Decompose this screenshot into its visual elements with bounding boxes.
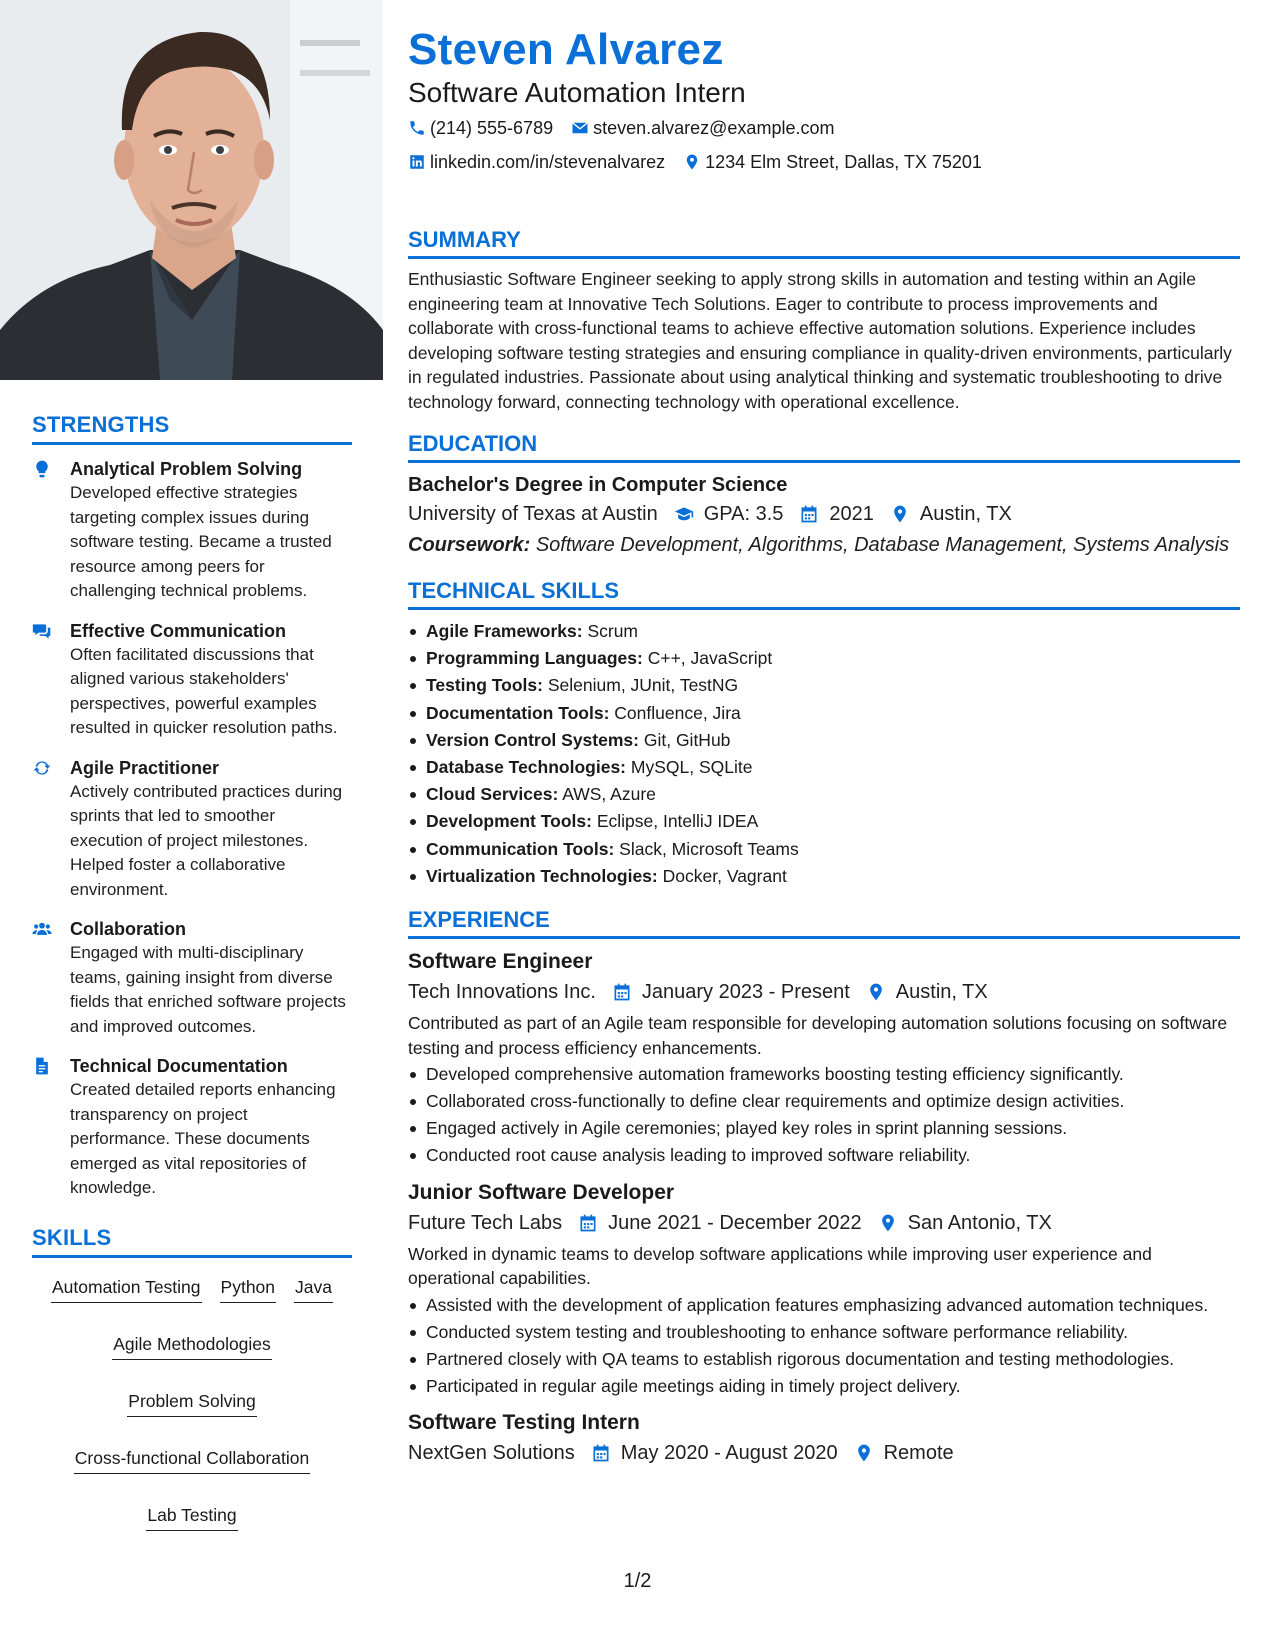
job-meta: [408, 1208, 1240, 1238]
skill-values: AWS, Azure: [562, 784, 656, 805]
company: [408, 977, 596, 1007]
list-item: [408, 808, 1240, 835]
strength-description: Created detailed reports enhancing transparency on project performance. These documents emerged as vital repositories of knowledge.: [70, 1080, 336, 1197]
dates-value: January 2023 - Present: [641, 981, 850, 1004]
gpa: [674, 499, 784, 529]
list-item: Participated in regular agile meetings aiding in timely project delivery.: [408, 1374, 1240, 1399]
year-value: 2021: [829, 503, 874, 525]
job-entry: [408, 1178, 1240, 1399]
phone-number: (214) 555-6789: [430, 118, 554, 138]
users-icon: [32, 917, 70, 1039]
list-item: Engaged actively in Agile ceremonies; played key roles in sprint planning sessions.: [408, 1116, 1240, 1141]
skill-values: C++, JavaScript: [647, 648, 773, 669]
location-value: Austin, TX: [895, 981, 988, 1004]
skill-category: Agile Frameworks:: [426, 621, 583, 641]
sidebar: [0, 0, 383, 1650]
technical-skills-list: [408, 618, 1240, 890]
job-entry: [408, 1408, 1240, 1468]
strengths-heading: STRENGTHS: [32, 412, 352, 445]
skill-values: Selenium, JUnit, TestNG: [547, 675, 739, 696]
job-dates: [612, 977, 850, 1007]
skill-tags: [32, 1270, 352, 1531]
education-heading: EDUCATION: [408, 430, 1240, 463]
job-description: Contributed as part of an Agile team responsible for developing automation solutions focusing on software testing and process efficiency enhancements.: [408, 1013, 1228, 1058]
job-dates: [578, 1208, 862, 1238]
skill-category: Communication Tools:: [426, 838, 615, 859]
map-pin-icon: [854, 1443, 874, 1463]
coursework-list: Software Development, Algorithms, Database Management, Systems Analysis: [535, 534, 1230, 556]
dates-value: June 2021 - December 2022: [608, 1211, 862, 1234]
skills-heading: SKILLS: [32, 1225, 352, 1258]
linkedin-icon: [408, 153, 426, 171]
list-item: [408, 645, 1240, 672]
job-title: Junior Software Developer: [408, 1180, 675, 1204]
list-item: Partnered closely with QA teams to establish rigorous documentation and testing methodologies.: [408, 1347, 1240, 1372]
strength-title: Effective Communication: [70, 620, 287, 641]
skill-tag: Lab Testing: [146, 1502, 237, 1531]
strength-item: [32, 457, 352, 604]
list-item: Conducted root cause analysis leading to improved software reliability.: [408, 1143, 1240, 1168]
skill-tag: Automation Testing: [51, 1274, 202, 1303]
job-title: Software Engineer: [408, 950, 593, 974]
technical-skills-section: [408, 577, 1240, 890]
summary-section: [408, 226, 1240, 414]
technical-skills-heading: TECHNICAL SKILLS: [408, 577, 1240, 610]
education-section: [408, 430, 1240, 561]
page-number: 1/2: [623, 1570, 652, 1592]
skill-tag: Java: [294, 1274, 333, 1303]
skill-values: Scrum: [587, 621, 639, 641]
strength-item: [32, 917, 352, 1039]
list-item: Conducted system testing and troubleshooting to enhance software performance reliability.: [408, 1320, 1240, 1345]
phone-icon: [408, 119, 426, 137]
skill-category: Programming Languages:: [426, 648, 643, 669]
skill-category: Virtualization Technologies:: [426, 865, 658, 886]
job-location: [866, 977, 988, 1007]
skill-values: Eclipse, IntelliJ IDEA: [596, 811, 759, 832]
portrait-illustration: [0, 0, 383, 380]
strength-title: Collaboration: [70, 919, 186, 939]
list-item: [408, 672, 1240, 699]
skill-tag: Agile Methodologies: [112, 1331, 272, 1360]
degree-name: Bachelor's Degree in Computer Science: [408, 474, 788, 496]
strength-item: [32, 619, 352, 741]
email-address: steven.alvarez@example.com: [593, 118, 835, 138]
envelope-icon: [571, 119, 589, 137]
calendar-icon: [578, 1213, 598, 1233]
list-item: [408, 754, 1240, 781]
company-name: NextGen Solutions: [408, 1442, 575, 1465]
linkedin-contact[interactable]: [408, 146, 665, 178]
dates-value: May 2020 - August 2020: [620, 1442, 838, 1465]
skill-category: Documentation Tools:: [426, 702, 610, 723]
job-description: Worked in dynamic teams to develop software applications while improving user experience and operational capabilities.: [408, 1243, 1152, 1289]
skill-values: MySQL, SQLite: [630, 757, 753, 778]
skill-category: Testing Tools:: [426, 675, 543, 696]
job-meta: [408, 1438, 1240, 1468]
skill-values: Docker, Vagrant: [662, 865, 787, 886]
calendar-icon: [591, 1443, 611, 1463]
calendar-icon: [612, 982, 632, 1002]
skill-values: Confluence, Jira: [614, 702, 741, 723]
comments-icon: [32, 619, 70, 741]
candidate-name: Steven Alvarez: [408, 25, 724, 74]
skill-values: Slack, Microsoft Teams: [619, 838, 799, 859]
job-location: [878, 1208, 1052, 1238]
job-bullets: [408, 1062, 1240, 1168]
map-pin-icon: [683, 153, 701, 171]
company-name: Tech Innovations Inc.: [408, 981, 596, 1004]
strength-title: Agile Practitioner: [70, 757, 220, 778]
skill-category: Development Tools:: [426, 811, 592, 832]
job-dates: [591, 1438, 838, 1468]
strength-description: Developed effective strategies targeting complex issues during software testing. Became a trusted resource among peers for challenging technical problems.: [70, 483, 332, 600]
list-item: Assisted with the development of application features emphasizing advanced automation techniques.: [408, 1293, 1240, 1318]
coursework: [408, 529, 1240, 561]
contact-row: [408, 112, 1240, 144]
map-pin-icon: [890, 504, 910, 524]
company-name: Future Tech Labs: [408, 1211, 563, 1234]
main-content: [408, 24, 1240, 1478]
skill-category: Version Control Systems:: [426, 729, 639, 750]
job-title: Software Testing Intern: [408, 1411, 640, 1435]
address-contact: [683, 146, 982, 178]
graduation-year: [799, 499, 874, 529]
list-item: [408, 863, 1240, 890]
summary-text: Enthusiastic Software Engineer seeking to apply strong skills in automation and testing within an Agile engineering team at Innovative Tech Solutions. Eager to contribute to process improvements and collaborate with cross-functional teams to achieve effective automation solutions. Experience includes developing software testing strategies and ensuring compliance in quality-driven environments, particularly in regulated industries. Passionate about using analytical thinking and systematic troubleshooting to drive technology forward, connecting technology with operational excellence.: [408, 269, 1232, 412]
skill-tag: Problem Solving: [127, 1388, 256, 1417]
school-name: [408, 499, 658, 529]
company: [408, 1438, 575, 1468]
education-location: [890, 499, 1012, 529]
strength-title: Technical Documentation: [70, 1056, 288, 1076]
list-item: [408, 727, 1240, 754]
list-item: [408, 836, 1240, 863]
graduation-cap-icon: [674, 504, 694, 524]
list-item: Developed comprehensive automation frameworks boosting testing efficiency significantly.: [408, 1062, 1240, 1087]
location-value: San Antonio, TX: [907, 1211, 1052, 1234]
phone-contact[interactable]: [408, 112, 553, 144]
sync-icon: [32, 756, 70, 903]
skill-tag: Python: [220, 1274, 276, 1303]
candidate-title: Software Automation Intern: [408, 77, 746, 108]
strength-title: Analytical Problem Solving: [70, 459, 303, 479]
profile-photo: [0, 0, 383, 380]
strength-item: [32, 756, 352, 903]
skill-category: Database Technologies:: [426, 757, 627, 778]
linkedin-url: linkedin.com/in/stevenalvarez: [430, 152, 666, 172]
calendar-icon: [799, 504, 819, 524]
strength-item: [32, 1054, 352, 1201]
job-meta: [408, 977, 1240, 1007]
location-value: Remote: [883, 1442, 954, 1465]
gpa-value: GPA: 3.5: [703, 503, 784, 525]
strength-description: Actively contributed practices during sprints that led to smoother execution of project milestones. Helped foster a collaborative environment.: [70, 781, 343, 899]
skill-values: Git, GitHub: [643, 729, 731, 750]
list-item: Collaborated cross-functionally to define clear requirements and optimize design activities.: [408, 1089, 1240, 1114]
coursework-label: Coursework:: [408, 534, 531, 556]
list-item: [408, 700, 1240, 727]
strength-description: Engaged with multi-disciplinary teams, gaining insight from diverse fields that enriched software projects and improved outcomes.: [70, 943, 346, 1036]
home-address: 1234 Elm Street, Dallas, TX 75201: [705, 152, 982, 172]
list-item: [408, 618, 1240, 645]
education-meta: [408, 499, 1240, 529]
summary-heading: SUMMARY: [408, 226, 1240, 259]
experience-section: [408, 906, 1240, 1468]
contact-row: [408, 146, 1240, 178]
skill-tag: Cross-functional Collaboration: [74, 1445, 310, 1474]
experience-heading: EXPERIENCE: [408, 906, 1240, 939]
job-bullets: [408, 1293, 1240, 1399]
job-location: [854, 1438, 954, 1468]
strength-description: Often facilitated discussions that aligned various stakeholders' perspectives, powerful examples resulted in quicker resolution paths.: [70, 644, 338, 737]
job-entry: [408, 947, 1240, 1168]
company: [408, 1208, 562, 1238]
lightbulb-icon: [32, 457, 70, 604]
email-contact[interactable]: [571, 112, 834, 144]
map-pin-icon: [878, 1213, 898, 1233]
school-label: University of Texas at Austin: [408, 503, 658, 525]
file-icon: [32, 1054, 70, 1201]
map-pin-icon: [866, 982, 886, 1002]
skill-category: Cloud Services:: [426, 784, 559, 805]
list-item: [408, 781, 1240, 808]
location-value: Austin, TX: [919, 503, 1012, 525]
